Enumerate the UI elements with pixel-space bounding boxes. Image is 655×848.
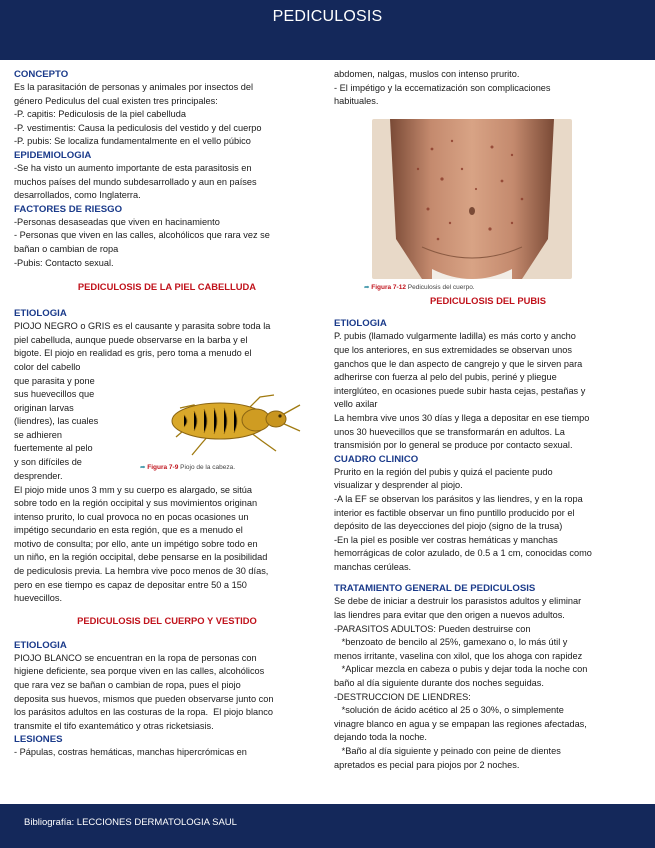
text-line: impétigo secundario en esta región, que es a menudo el (14, 525, 243, 536)
etiologia-heading: ETIOLOGIA (14, 308, 67, 320)
text-line: depósito de las deyecciones del piojo (signo de la trusa) (334, 521, 563, 532)
text-line: -Pubis: Contacto sexual. (14, 257, 114, 268)
text-line: P. pubis (llamado vulgarmente ladilla) es más corto y ancho (334, 331, 576, 342)
page-footer (0, 804, 655, 848)
text-line: -P. capitis: Pediculosis de la piel cabelluda (14, 109, 186, 120)
text-line: adherirse con fuerza al pelo del pubis, periné y pliegue (334, 372, 557, 383)
text-line: desarrollados, como Inglaterra. (14, 190, 141, 201)
text-line: unos 30 huevecillos que se transformarán en adultos. La (334, 426, 565, 437)
etiologia-text-wrap (14, 375, 124, 484)
text-line: menos irritante, vaselina con xilol, que los ahoga con rapidez (334, 650, 583, 661)
lesiones-text (14, 746, 320, 760)
right-column (334, 68, 642, 772)
text-line: deposita sus huevos, mismos que pueden observarse junto con (14, 693, 274, 704)
text-line: -A la EF se observan los parásitos y las liendres, y en la ropa (334, 493, 583, 504)
text-line: desprender. (14, 470, 63, 481)
text-line: visualizar y desprender al piojo. (334, 480, 463, 491)
text-line: -Se ha visto un aumento importante de esta parasitosis en (14, 162, 252, 173)
text-line: Es la parasitación de personas y animales por insectos del (14, 82, 254, 92)
text-line: -Personas desaseadas que viven en hacinamiento (14, 216, 220, 227)
body-pediculosis-figure (372, 119, 572, 279)
text-line: apretados es pecial para piojos por 2 noches. (334, 759, 520, 770)
bibliography: Bibliografía: LECCIONES DERMATOLOGIA SAUL (24, 817, 237, 828)
concepto-heading: CONCEPTO (14, 69, 69, 80)
text-line: un niño, en la región occipital, debe pensarse en la posibilidad (14, 552, 268, 563)
text-line: muchos países del mundo subdesarrollado y aun en países (14, 176, 257, 187)
text-line: fuertemente al pelo (14, 443, 93, 454)
text-line: los parásitos adultos en las costuras de la ropa. El piojo blanco (14, 707, 273, 718)
text-line: interior es factible observar un fino puntillo producido por el (334, 507, 575, 518)
text-line: hemorrágicas de color azulado, de 0.5 a 1 cm, conocidas como (334, 548, 592, 559)
text-line: huevecillos. (14, 593, 63, 604)
text-line: El piojo mide unos 3 mm y su cuerpo es alargado, se sitúa (14, 484, 252, 495)
text-line: color del cabello (14, 361, 81, 372)
factores-heading: FACTORES DE RIESGO (14, 203, 123, 215)
etiologia2-text (14, 652, 320, 734)
lesiones-heading: LESIONES (14, 734, 63, 746)
text-line: ganchos que le dan aspecto de cangrejo y que le sirven para (334, 358, 583, 369)
cuadro-text (334, 466, 642, 575)
text-line: bigote. El piojo en realidad es gris, pero toma a menudo el (14, 348, 252, 359)
text-line: pero en ese tiempo es capaz de depositar entre 50 a 150 (14, 579, 247, 590)
page-title: PEDICULOSIS (272, 8, 383, 25)
text-line: (liendres), las cuales (14, 416, 99, 427)
epidemiologia-heading: EPIDEMIOLOGIA (14, 149, 92, 161)
text-line: vello axilar (334, 399, 378, 410)
text-line: *Baño al día siguiente y peinado con peine de dientes (334, 746, 561, 756)
text-line: transmisión por lo general se produce por contacto sexual. (334, 440, 573, 451)
etiologia2-heading: ETIOLOGIA (14, 639, 67, 651)
text-line: baño al día siguiente durante dos noches seguidas. (334, 678, 544, 689)
text-line: originan larvas (14, 402, 74, 413)
text-line: -DESTRUCCION DE LIENDRES: (334, 691, 471, 702)
text-line: abdomen, nalgas, muslos con intenso prurito. (334, 69, 520, 79)
text-line: - El impétigo y la eccematización son complicaciones (334, 82, 551, 93)
body-figure-caption: ➦ Figura 7-12 Pediculosis del cuerpo. (364, 283, 475, 291)
etiologia-text-full (14, 320, 320, 374)
text-line: dejando toda la noche. (334, 732, 427, 743)
text-line: -En la piel es posible ver costras hemáticas y manchas (334, 534, 558, 545)
text-line: - Personas que viven en las calles, alcohólicos que rara vez se (14, 230, 270, 241)
text-line: -PARASITOS ADULTOS: Pueden destruirse con (334, 623, 531, 634)
text-line: género Pediculus del cual existen tres principales: (14, 95, 218, 106)
text-line: bañan o cambian de ropa (14, 243, 119, 254)
pubis-etiologia-heading: ETIOLOGIA (334, 318, 387, 330)
text-line: PIOJO NEGRO o GRIS es el causante y parasita sobre toda la (14, 321, 271, 332)
cuadro-heading: CUADRO CLINICO (334, 453, 419, 465)
text-line: -P. vestimentis: Causa la pediculosis del vestido y del cuerpo (14, 122, 262, 133)
cuerpo-heading: PEDICULOSIS DEL CUERPO Y VESTIDO (77, 614, 257, 626)
pubis-heading: PEDICULOSIS DEL PUBIS (430, 295, 546, 307)
body-pediculosis-image (372, 119, 572, 279)
text-line: que parasita y pone (14, 375, 95, 386)
caption-arrow-icon: ➦ (140, 463, 148, 471)
text-line: vinagre blanco en agua y se empapan las regiones afectadas, (334, 718, 587, 729)
text-line: La hembra vive unos 30 días y llega a depositar en ese tiempo (334, 412, 590, 423)
text-line: -P. pubis: Se localiza fundamentalmente en el vello púbico (14, 136, 251, 147)
louse-figure-block (14, 375, 320, 484)
text-line: Prurito en la región del pubis y quizá el paciente pudo (334, 466, 553, 477)
text-line: higiene deficiente, sea porque viven en las calles, alcohólicos (14, 666, 265, 677)
text-line: transmite el tifo exantemático y otras ricketsiasis. (14, 720, 214, 731)
epidemiologia-text (14, 162, 320, 203)
head-louse-figure (140, 375, 316, 475)
text-line: motivo de consulta; por ello, ante un impétigo sobre todo en (14, 538, 258, 549)
text-line: Se debe de iniciar a destruir los parasistos adultos y eliminar (334, 596, 582, 607)
text-line: de pediculosis previa. La hembra vive poco menos de 30 días, (14, 566, 269, 577)
cabelluda-heading: PEDICULOSIS DE LA PIEL CABELLUDA (77, 281, 257, 293)
text-line: manchas cerúleas. (334, 561, 412, 572)
text-line: *benzoato de bencilo al 25%, gamexano o, lo más útil y (334, 637, 568, 648)
concepto-text (14, 81, 320, 149)
page-header (0, 0, 655, 60)
text-line: *Aplicar mezcla en cabeza o pubis y dejar toda la noche con (334, 664, 588, 675)
text-line: PIOJO BLANCO se encuentran en la ropa de personas con (14, 652, 257, 663)
pubis-etiologia-text (334, 330, 642, 452)
text-line: sobre todo en la región occipital y sus movimientos originan (14, 498, 258, 509)
text-line: se adhieren (14, 429, 63, 440)
head-louse-image (150, 375, 316, 461)
text-line: habituales. (334, 96, 379, 107)
tratamiento-heading: TRATAMIENTO GENERAL DE PEDICULOSIS (334, 583, 536, 595)
left-column (14, 68, 320, 760)
text-line: intenso prurito, lo cual provoca no en pocas ocasiones un (14, 511, 249, 522)
caption-arrow-icon: ➦ (364, 283, 372, 291)
text-line: las liendres para evitar que den origen a nuevos adultos. (334, 610, 565, 621)
tratamiento-text (334, 595, 642, 772)
text-line: interglúteo, en ocasiones puede subir hasta cejas, pestañas y (334, 385, 586, 396)
text-line: piel cabelluda, aunque puede observarse en la barba y el (14, 334, 248, 345)
text-line: sus huevecillos que (14, 389, 95, 400)
text-line: que los anteriores, en sus extremidades se observan unos (334, 344, 572, 355)
text-line: y son difíciles de (14, 457, 82, 468)
lesiones-continued-text (334, 68, 642, 109)
factores-text (14, 216, 320, 270)
text-line: que rara vez se bañan o cambian de ropa, pues el piojo (14, 680, 241, 691)
text-line: *solución de ácido acético al 25 o 30%, o simplemente (334, 705, 564, 716)
etiologia-text-after (14, 484, 320, 606)
louse-figure-caption: ➦ Figura 7-9 Piojo de la cabeza. (140, 463, 236, 471)
text-line: - Pápulas, costras hemáticas, manchas hipercrómicas en (14, 747, 247, 758)
